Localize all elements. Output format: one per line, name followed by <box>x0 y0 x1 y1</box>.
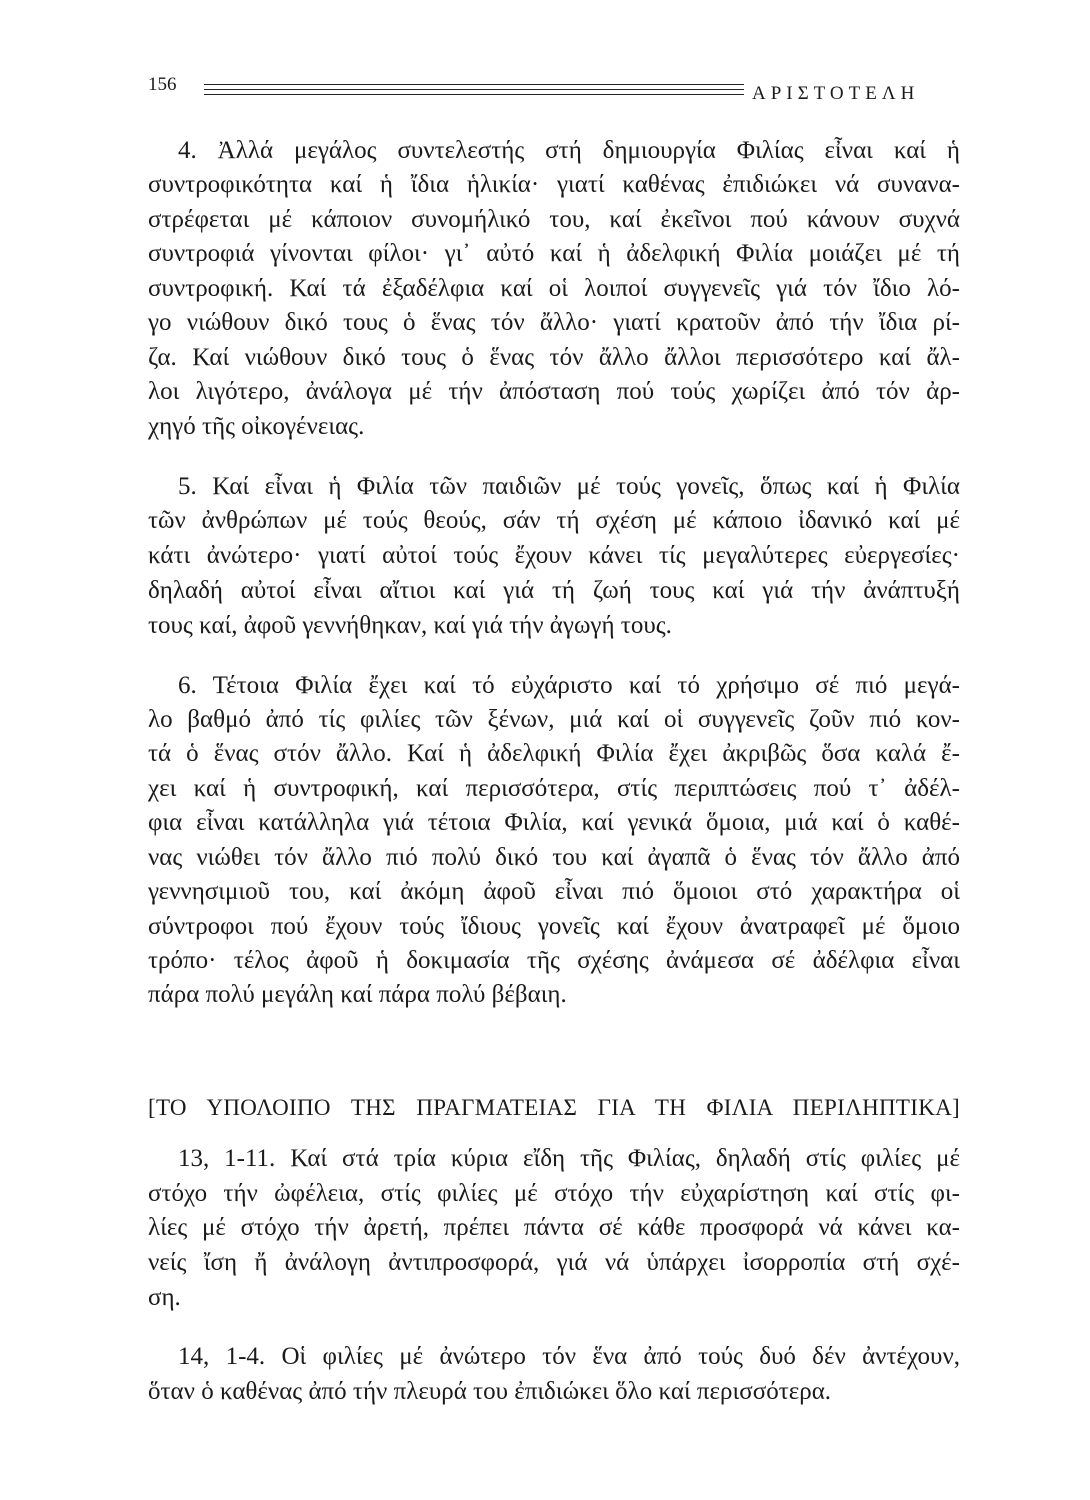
text-line: τρόπο· τέλος ἀφοῦ ἡ δοκιμασία τῆς σχέσης ἀνάμεσα σέ ἀδέλφια εἶναι <box>148 947 960 974</box>
header-rule <box>204 94 744 95</box>
text-line: κάτι ἀνώτερο· γιατί αὐτοί τούς ἔχουν κάνει τίς μεγαλύτερες εὐεργεσίες· <box>148 542 960 569</box>
text-line: ὅταν ὁ καθένας ἀπό τήν πλευρά του ἐπιδιώκει ὅλο καί περισσότερα. <box>148 1378 832 1405</box>
text-line: συντροφικότητα καί ἡ ἴδια ἡλικία· γιατί καθένας ἐπιδιώκει νά συνανα- <box>148 171 960 198</box>
text-line: 13, 1-11. Καί στά τρία κύρια εἴδη τῆς Φιλίας, δηλαδή στίς φιλίες μέ <box>178 1145 960 1172</box>
text-line: τους καί, ἀφοῦ γεννήθηκαν, καί γιά τήν ἀγωγή τους. <box>148 612 672 639</box>
header-rule <box>204 84 744 85</box>
page-number: 156 <box>148 74 177 95</box>
running-head: ΑΡΙΣΤΟΤΕΛΗ <box>752 83 920 104</box>
text-line: λο βαθμό ἀπό τίς φιλίες τῶν ξένων, μιά καί οἱ συγγενεῖς ζοῦν πιό κον- <box>148 706 960 733</box>
text-line: πάρα πολύ μεγάλη καί πάρα πολύ βέβαιη. <box>148 981 567 1008</box>
text-line: ση. <box>148 1284 181 1311</box>
text-line: 5. Καί εἶναι ἡ Φιλία τῶν παιδιῶν μέ τούς γονεῖς, ὅπως καί ἡ Φιλία <box>178 473 960 500</box>
text-line: νας νιώθει τόν ἄλλο πιό πολύ δικό του καί ἀγαπᾶ ὁ ἕνας τόν ἄλλο ἀπό <box>148 844 960 871</box>
text-line: 4. Ἀλλά μεγάλος συντελεστής στή δημιουργία Φιλίας εἶναι καί ἡ <box>178 137 960 164</box>
text-line: σύντροφοι πού ἔχουν τούς ἴδιους γονεῖς καί ἔχουν ἀνατραφεῖ μέ ὅμοιο <box>148 913 960 940</box>
header-rule <box>204 89 744 90</box>
text-line: τά ὁ ἕνας στόν ἄλλο. Καί ἡ ἀδελφική Φιλία ἔχει ἀκριβῶς ὅσα καλά ἔ- <box>148 740 960 767</box>
text-line: γο νιώθουν δικό τους ὁ ἕνας τόν ἄλλο· γιατί κρατοῦν ἀπό τήν ἴδια ρί- <box>148 309 960 336</box>
text-line: συντροφιά γίνονται φίλοι· γι᾽ αὐτό καί ἡ ἀδελφική Φιλία μοιάζει μέ τή <box>148 240 960 267</box>
text-line: στόχο τήν ὠφέλεια, στίς φιλίες μέ στόχο τήν εὐχαρίστηση καί στίς φι- <box>148 1180 960 1207</box>
text-line: γεννησιμιοῦ του, καί ἀκόμη ἀφοῦ εἶναι πιό ὅμοιοι στό χαρακτήρα οἱ <box>148 878 960 905</box>
text-line: νείς ἴση ἤ ἀνάλογη ἀντιπροσφορά, γιά νά ὑπάρχει ἰσορροπία στή σχέ- <box>148 1249 960 1276</box>
text-line: ζα. Καί νιώθουν δικό τους ὁ ἕνας τόν ἄλλο ἄλλοι περισσότερο καί ἄλ- <box>148 344 960 371</box>
text-line: φια εἶναι κατάλληλα γιά τέτοια Φιλία, καί γενικά ὅμοια, μιά καί ὁ καθέ- <box>148 809 960 836</box>
text-line: λοι λιγότερο, ἀνάλογα μέ τήν ἀπόσταση πού τούς χωρίζει ἀπό τόν ἀρ- <box>148 378 960 405</box>
text-line: χηγό τῆς οἰκογένειας. <box>148 413 365 440</box>
text-line: δηλαδή αὐτοί εἶναι αἴτιοι καί γιά τή ζωή τους καί γιά τήν ἀνάπτυξή <box>148 577 960 604</box>
section-heading: [ΤΟ ΥΠΟΛΟΙΠΟ ΤΗΣ ΠΡΑΓΜΑΤΕΙΑΣ ΓΙΑ ΤΗ ΦΙΛΙΑ ΠΕΡΙΛΗΠΤΙΚΑ] <box>148 1095 960 1120</box>
text-line: χει καί ἡ συντροφική, καί περισσότερα, στίς περιπτώσεις πού τ᾽ ἀδέλ- <box>148 775 960 802</box>
text-line: 6. Τέτοια Φιλία ἔχει καί τό εὐχάριστο καί τό χρήσιμο σέ πιό μεγά- <box>178 672 960 699</box>
text-line: λίες μέ στόχο τήν ἀρετή, πρέπει πάντα σέ κάθε προσφορά νά κάνει κα- <box>148 1214 960 1241</box>
text-line: τῶν ἀνθρώπων μέ τούς θεούς, σάν τή σχέση μέ κάποιο ἰδανικό καί μέ <box>148 507 960 534</box>
text-line: στρέφεται μέ κάποιον συνομήλικό του, καί ἐκεῖνοι πού κάνουν συχνά <box>148 206 960 233</box>
text-line: 14, 1-4. Οἱ φιλίες μέ ἀνώτερο τόν ἕνα ἀπό τούς δυό δέν ἀντέχουν, <box>178 1343 960 1370</box>
text-line: συντροφική. Καί τά ἐξαδέλφια καί οἱ λοιποί συγγενεῖς γιά τόν ἴδιο λό- <box>148 275 960 302</box>
